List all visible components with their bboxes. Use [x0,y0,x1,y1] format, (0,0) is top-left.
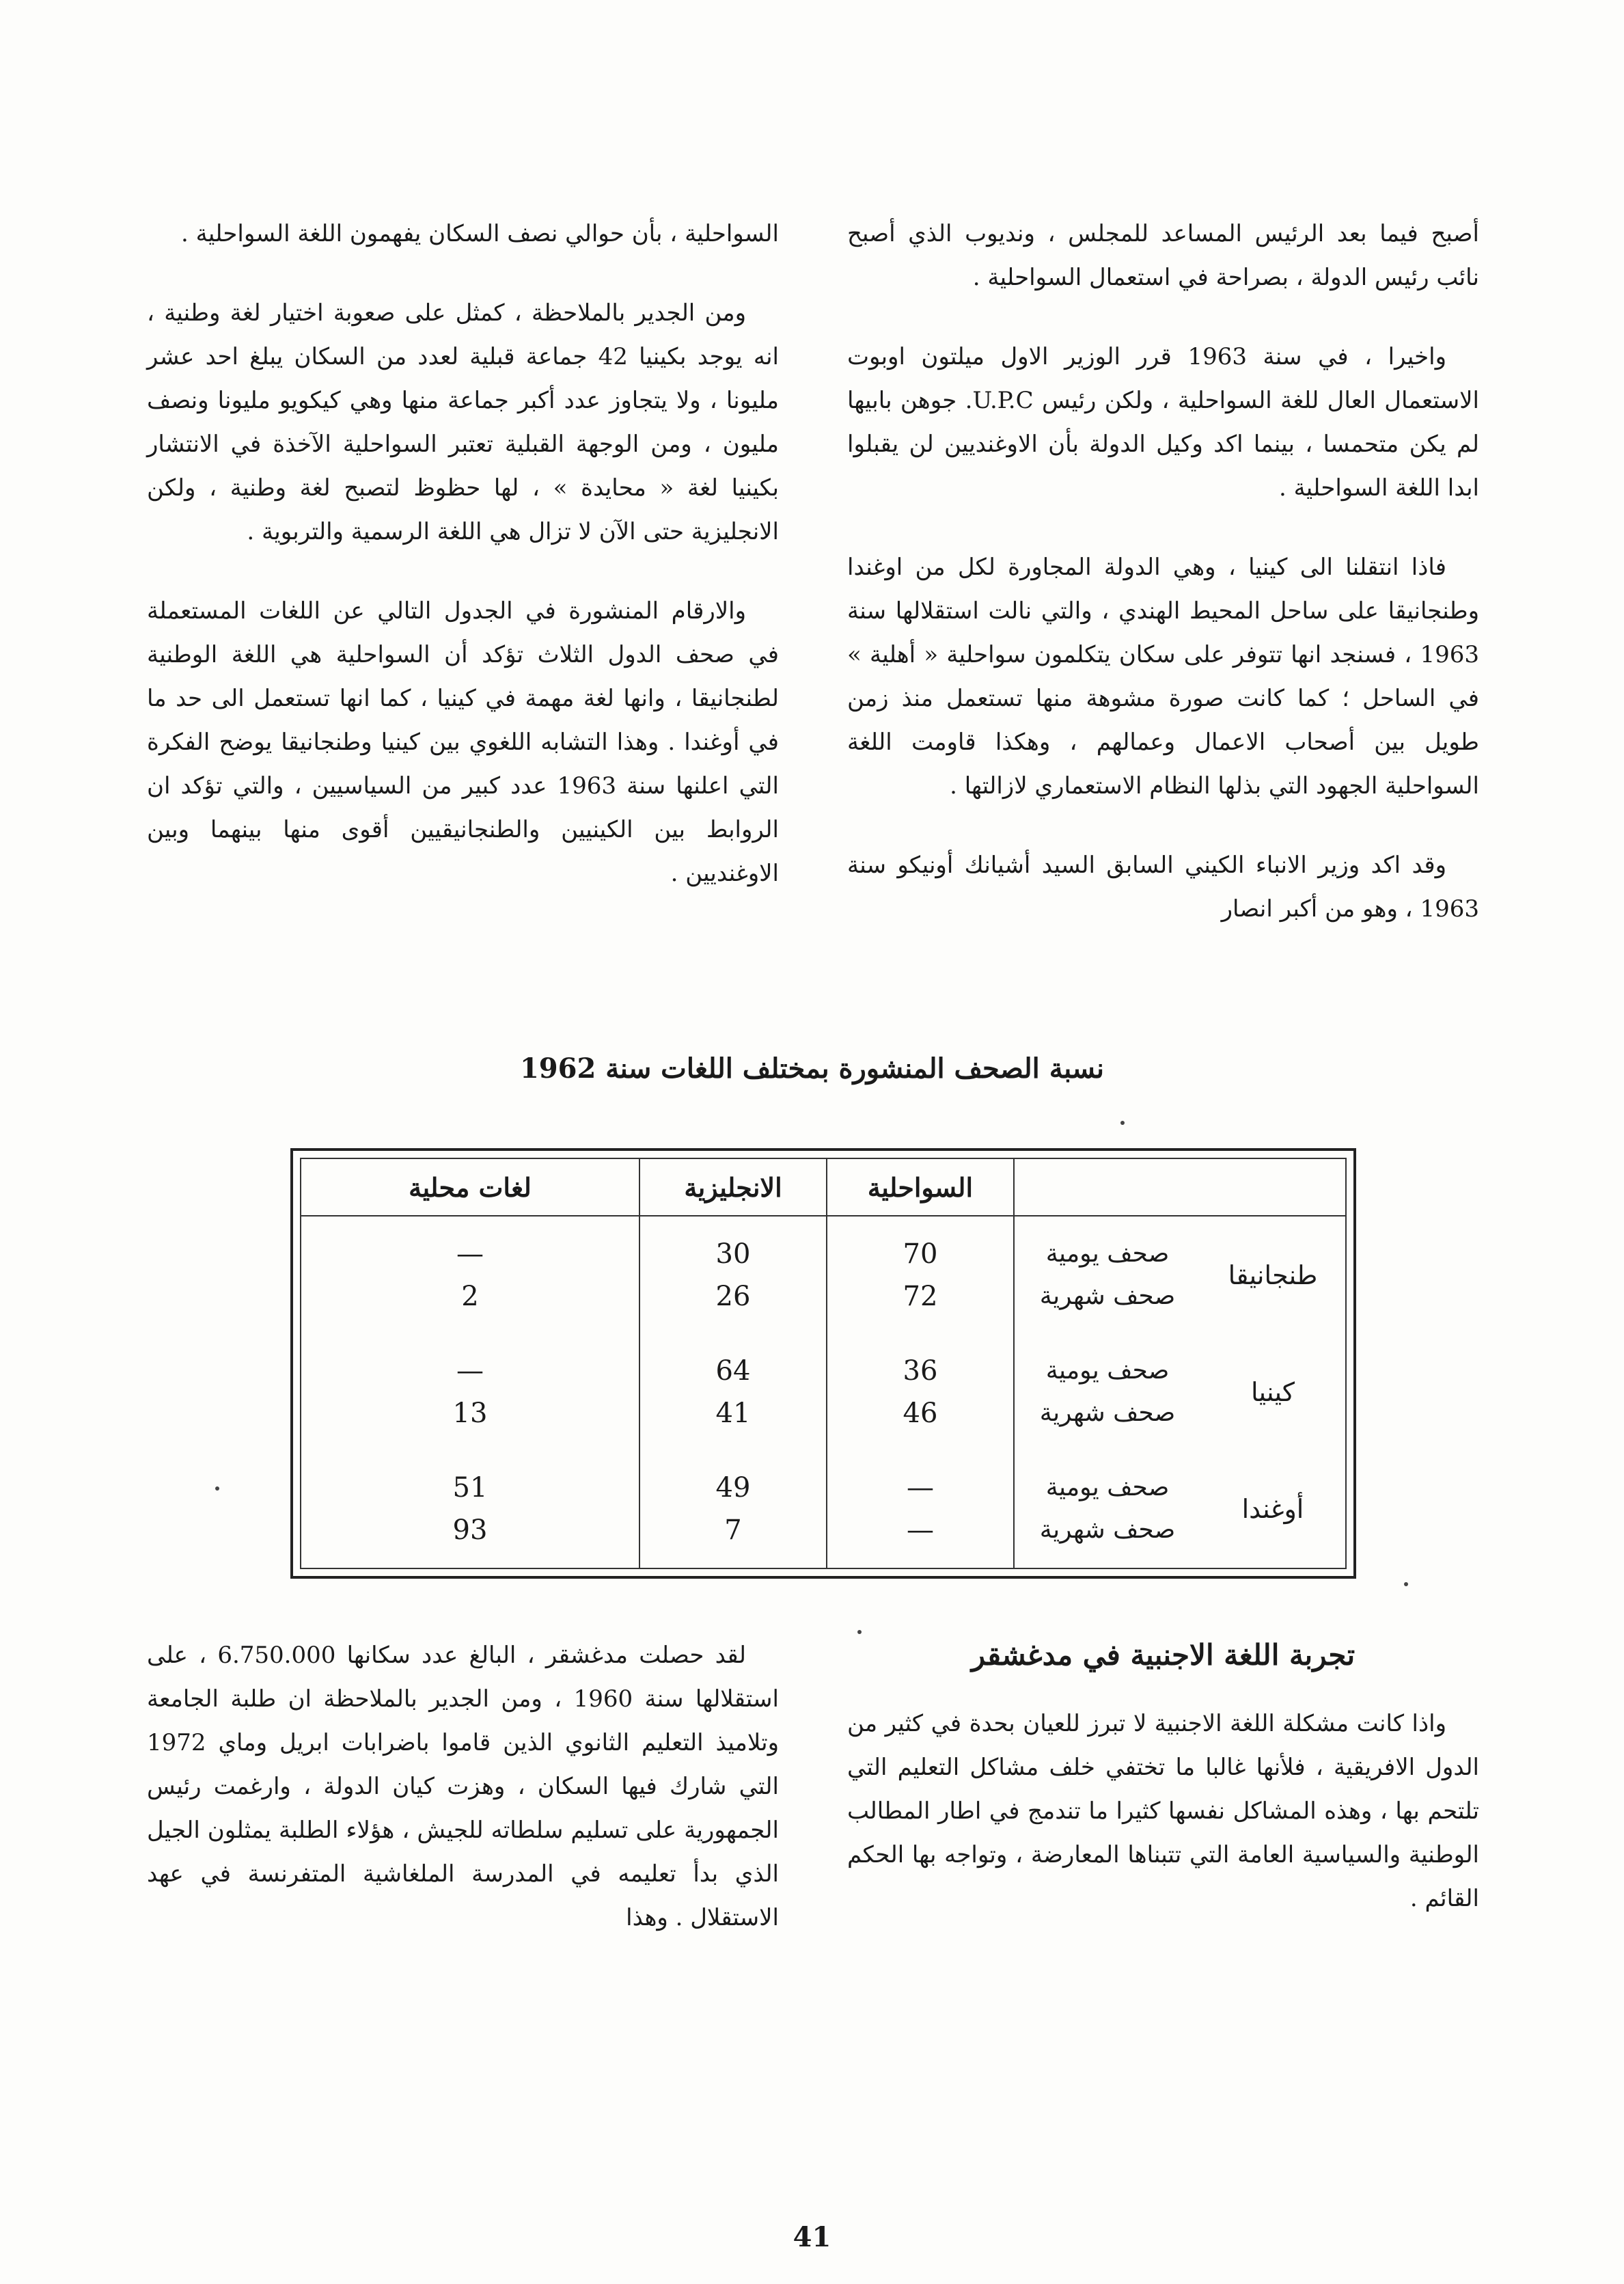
paper-type-cell [1014,1451,1200,1568]
value: 13 [452,1398,488,1430]
left-column-bottom [147,1633,779,1975]
value: 26 [715,1280,751,1312]
value: 64 [715,1355,751,1387]
country-header [1200,1159,1345,1216]
value: — [456,1238,484,1270]
swahili-header: السواحلية [827,1159,1014,1216]
scan-speck [1404,1582,1408,1586]
table-inner-frame [300,1158,1347,1569]
english-cell [639,1451,827,1568]
english-header: الانجليزية [639,1159,827,1216]
daily-label: صحف يومية [1045,1473,1170,1502]
daily-label: صحف يومية [1045,1239,1170,1268]
monthly-label: صحف شهرية [1039,1516,1176,1545]
paragraph: فاذا انتقلنا الى كينيا ، وهي الدولة المجاورة لكل من اوغندا وطنجانيقا على ساحل المحيط الهندي ، والتي نالت استقلالها سنة 1963 ، فسنجد انها تتوفر على سكان يتكلمون سواحلية « أهلية » في الساحل ؛ كما كانت صورة مشوهة منها تستعمل منذ زمن طويل بين أصحاب الاعمال وعمالهم ، وهكذا قاومت اللغة السواحلية الجهود التي بذلها النظام الاستعماري لازالتها . [847,554,1479,800]
paper-type-header [1014,1159,1200,1216]
value: 41 [715,1398,751,1430]
scan-speck [857,1630,862,1634]
scan-speck [1120,1121,1125,1125]
paragraph: واخيرا ، في سنة 1963 قرر الوزير الاول ميلتون اوبوت الاستعمال العال للغة السواحلية ، ولكن رئيس U.P.C. جوهن بابيها لم يكن متحمسا ، بينما اكد وكيل الدولة بأن الاوغنديين لن يقبلوا ابدا اللغة السواحلية . [847,343,1479,502]
value: — [907,1472,934,1504]
value: 2 [461,1280,479,1312]
value: 70 [903,1238,938,1270]
data-table [301,1159,1345,1568]
swahili-cell [827,1451,1014,1568]
country-cell: كينيا [1250,1377,1295,1408]
local-cell [301,1334,639,1451]
paper-type-cell [1014,1216,1200,1334]
paragraph: والارقام المنشورة في الجدول التالي عن اللغات المستعملة في صحف الدول الثلاث تؤكد أن السواحلية هي اللغة الوطنية لطنجانيقا ، وانها لغة مهمة في كينيا ، كما انها تستعمل الى حد ما في أوغندا . وهذا التشابه اللغوي بين كينيا وطنجانيقا يوضح الفكرة التي اعلنها سنة 1963 عدد كبير من السياسيين ، والتي تؤكد ان الروابط بين الكينيين والطنجانيقيين أقوى منها بينهما وبين الاوغنديين . [147,597,779,887]
local-cell [301,1451,639,1568]
right-column-bottom [847,1633,1479,1956]
english-cell [639,1216,827,1334]
monthly-label: صحف شهرية [1039,1281,1176,1310]
swahili-cell [827,1334,1014,1451]
paragraph: أصبح فيما بعد الرئيس المساعد للمجلس ، ونديوب الذي أصبح نائب رئيس الدولة ، بصراحة في استعمال السواحلية . [847,220,1479,291]
swahili-cell [827,1216,1014,1334]
value: 93 [452,1514,488,1547]
value: 49 [715,1472,751,1504]
paragraph: ومن الجدير بالملاحظة ، كمثل على صعوبة اختيار لغة وطنية ، انه يوجد بكينيا 42 جماعة قبلية لعدد من السكان يبلغ احد عشر مليونا ، ولا يتجاوز عدد أكبر جماعة منها وهي كيكويو مليونا ونصف مليون ، ومن الوجهة القبلية تعتبر السواحلية الآخذة في الانتشار بكينيا لغة « محايدة » ، لها حظوظ لتصبح لغة وطنية ، ولكن الانجليزية حتى الآن لا تزال هي اللغة الرسمية والتربوية . [147,299,779,545]
paper-type-cell [1014,1334,1200,1451]
paragraph: السواحلية ، بأن حوالي نصف السكان يفهمون اللغة السواحلية . [181,220,779,247]
daily-label: صحف يومية [1045,1357,1170,1385]
value: — [456,1355,484,1387]
value: 51 [452,1472,488,1504]
table-row [301,1216,1345,1334]
page-number: 41 [793,2221,831,2253]
newspaper-language-table [290,1148,1356,1579]
english-cell [639,1334,827,1451]
value: 46 [903,1398,938,1430]
value: 36 [903,1355,938,1387]
value: — [907,1514,934,1547]
paragraph: واذا كانت مشكلة اللغة الاجنبية لا تبرز للعيان بحدة في كثير من الدول الافريقية ، فلأنها غالبا ما تختفي خلف مشاكل التعليم التي تلتحم بها ، وهذه المشاكل نفسها كثيرا ما تندمج في اطار المطالب الوطنية والسياسية العامة التي تتبناها المعارضة ، وتواجه بها الحكم القائم . [847,1710,1479,1912]
left-column-top [147,212,779,931]
local-cell [301,1216,639,1334]
table-header-row [301,1159,1345,1216]
table-row [301,1334,1345,1451]
scan-speck [215,1486,219,1491]
value: 7 [724,1514,742,1547]
country-cell: أوغندا [1241,1494,1304,1525]
paragraph: وقد اكد وزير الانباء الكيني السابق السيد أشيانك أونيكو سنة 1963 ، وهو من أكبر انصار [847,852,1479,923]
section-heading: تجربة اللغة الاجنبية في مدغشقر [971,1638,1355,1672]
value: 30 [715,1238,751,1270]
local-languages-header: لغات محلية [301,1159,639,1216]
right-column-top [847,212,1479,966]
paragraph: لقد حصلت مدغشقر ، البالغ عدد سكانها 6.750.000 ، على استقلالها سنة 1960 ، ومن الجدير بالملاحظة ان طلبة الجامعة وتلاميذ التعليم الثانوي الذين قاموا باضرابات ابريل وماي 1972 التي شارك فيها السكان ، وهزت كيان الدولة ، وارغمت رئيس الجمهورية على تسليم سلطاته للجيش ، هؤلاء الطلبة يمثلون الجيل الذي بدأ تعليمه في المدرسة الملغاشية المتفرنسة في عهد الاستقلال . وهذا [147,1642,779,1931]
table-row [301,1451,1345,1568]
country-cell: طنجانيقا [1228,1260,1318,1290]
table-title: نسبة الصحف المنشورة بمختلف اللغات سنة 1962 [519,1052,1105,1085]
value: 72 [903,1280,938,1312]
monthly-label: صحف شهرية [1039,1399,1176,1428]
